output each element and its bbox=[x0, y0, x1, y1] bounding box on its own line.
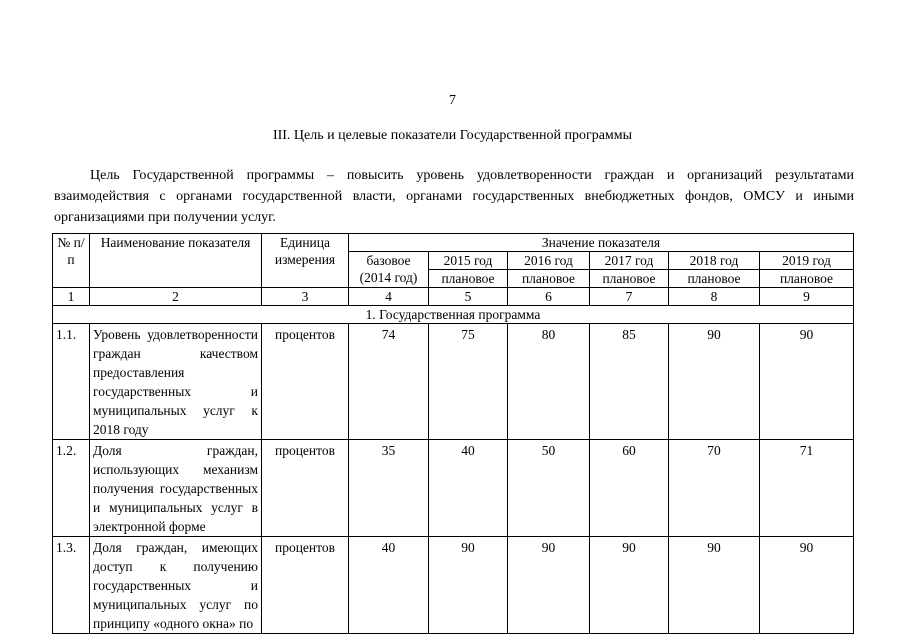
row-value: 50 bbox=[508, 440, 590, 537]
row-value: 90 bbox=[760, 537, 854, 634]
header-planned: плановое bbox=[669, 270, 760, 288]
table-row bbox=[53, 324, 854, 440]
row-value: 80 bbox=[508, 324, 590, 440]
row-value: 90 bbox=[508, 537, 590, 634]
header-year: 2016 год bbox=[508, 252, 590, 270]
column-number: 1 bbox=[53, 288, 90, 306]
header-planned: плановое bbox=[760, 270, 854, 288]
header-base-year: (2014 год) bbox=[359, 270, 418, 285]
row-value: 90 bbox=[429, 537, 508, 634]
header-year: 2018 год bbox=[669, 252, 760, 270]
row-value: 90 bbox=[669, 537, 760, 634]
row-number: 1.3. bbox=[53, 537, 90, 634]
header-planned: плановое bbox=[429, 270, 508, 288]
header-base-label: базовое bbox=[366, 253, 411, 268]
header-year: 2017 год bbox=[590, 252, 669, 270]
row-value: 35 bbox=[349, 440, 429, 537]
header-planned: плановое bbox=[590, 270, 669, 288]
row-value: 71 bbox=[760, 440, 854, 537]
row-number: 1.2. bbox=[53, 440, 90, 537]
row-value: 60 bbox=[590, 440, 669, 537]
table-row bbox=[53, 537, 854, 634]
intro-paragraph: Цель Государственной программы – повысить уровень удовлетворенности граждан и организаций результатами взаимодействия с органами государственной власти, органами государственных внебюджетных фондов, ОМСУ и иными организациями при получении услуг. bbox=[54, 168, 854, 225]
row-name: Доля граждан, использующих механизм получения государственных и муниципальных услуг в электронной форме bbox=[90, 440, 262, 537]
row-number: 1.1. bbox=[53, 324, 90, 440]
row-unit: процентов bbox=[262, 537, 349, 634]
row-value: 40 bbox=[429, 440, 508, 537]
section-heading: III. Цель и целевые показатели Государственной программы bbox=[272, 128, 633, 143]
row-value: 90 bbox=[590, 537, 669, 634]
header-planned: плановое bbox=[508, 270, 590, 288]
column-number: 9 bbox=[760, 288, 854, 306]
row-value: 70 bbox=[669, 440, 760, 537]
header-unit: Единица измерения bbox=[262, 234, 349, 288]
column-number: 2 bbox=[90, 288, 262, 306]
row-value: 74 bbox=[349, 324, 429, 440]
column-number: 7 bbox=[590, 288, 669, 306]
header-name: Наименование показателя bbox=[90, 234, 262, 288]
section-row: 1. Государственная программа bbox=[53, 306, 854, 324]
header-base bbox=[349, 252, 429, 288]
header-number: № п/п bbox=[53, 234, 90, 288]
page-number: 7 bbox=[449, 93, 456, 108]
column-number: 3 bbox=[262, 288, 349, 306]
column-number: 4 bbox=[349, 288, 429, 306]
table-row bbox=[53, 440, 854, 537]
column-number: 8 bbox=[669, 288, 760, 306]
row-name: Уровень удовлетворенности граждан качеством предоставления государственных и муниципальных услуг к 2018 году bbox=[90, 324, 262, 440]
indicators-table bbox=[52, 233, 854, 634]
header-value: Значение показателя bbox=[349, 234, 854, 252]
row-name: Доля граждан, имеющих доступ к получению государственных и муниципальных услуг по принципу «одного окна» по bbox=[90, 537, 262, 634]
header-year: 2015 год bbox=[429, 252, 508, 270]
row-unit: процентов bbox=[262, 324, 349, 440]
row-value: 90 bbox=[760, 324, 854, 440]
header-year: 2019 год bbox=[760, 252, 854, 270]
row-value: 90 bbox=[669, 324, 760, 440]
row-value: 40 bbox=[349, 537, 429, 634]
column-number: 6 bbox=[508, 288, 590, 306]
row-value: 85 bbox=[590, 324, 669, 440]
row-unit: процентов bbox=[262, 440, 349, 537]
row-value: 75 bbox=[429, 324, 508, 440]
column-number: 5 bbox=[429, 288, 508, 306]
